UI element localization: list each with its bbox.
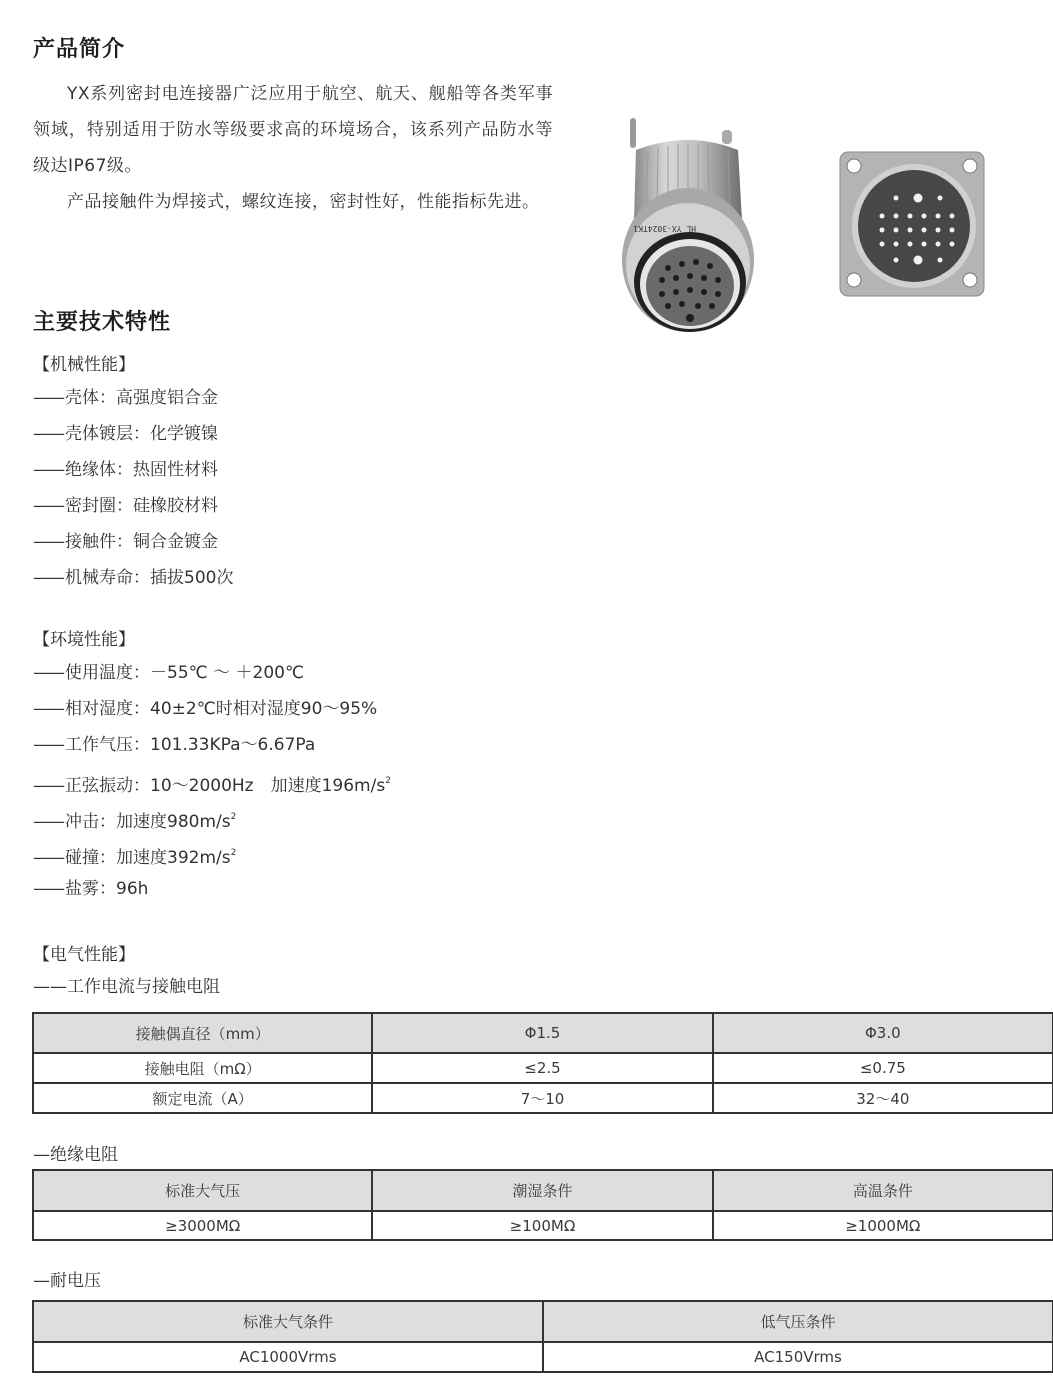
table-row xyxy=(33,1342,1053,1372)
table-cell: 接触电阻（mΩ） xyxy=(33,1053,372,1083)
table-cell: 接触偶直径（mm） xyxy=(33,1013,372,1053)
table-cell: ≤0.75 xyxy=(713,1053,1053,1083)
insulation-table xyxy=(32,1169,1053,1241)
current-resistance-table xyxy=(32,1012,1053,1114)
table-cell: 低气压条件 xyxy=(543,1301,1053,1342)
table-cell: Φ1.5 xyxy=(372,1013,712,1053)
intro-paragraph-1: YX系列密封电连接器广泛应用于航空、航天、舰船等各类军事领域，特别适用于防水等级要求高的环境场合，该系列产品防水等级达IP67级。 xyxy=(33,84,553,176)
table-cell: 额定电流（A） xyxy=(33,1083,372,1113)
table-cell: 标准大气压 xyxy=(33,1170,372,1211)
spec-item: —— 盐雾：96h xyxy=(33,879,149,899)
table-cell: Φ3.0 xyxy=(713,1013,1053,1053)
table-header-row xyxy=(33,1301,1053,1342)
table-cell: ≤2.5 xyxy=(372,1053,712,1083)
spec-item: —— 壳体镀层：化学镀镍 xyxy=(33,424,218,444)
mechanical-title: 【机械性能】 xyxy=(33,355,135,375)
insulation-title: —绝缘电阻 xyxy=(33,1145,118,1165)
spec-item: —— 相对湿度：40±2℃时相对湿度90～95% xyxy=(33,699,378,719)
table-cell: ≥1000MΩ xyxy=(713,1211,1053,1240)
intro-heading: 产品简介 xyxy=(33,37,126,62)
table-cell: ≥100MΩ xyxy=(372,1211,712,1240)
spec-item: —— 壳体：高强度铝合金 xyxy=(33,388,218,408)
table-row xyxy=(33,1083,1053,1113)
table-header-row xyxy=(33,1170,1053,1211)
table-header-row xyxy=(33,1013,1053,1053)
spec-item: —— 机械寿命：插拔500次 xyxy=(33,568,234,588)
table-cell: AC150Vrms xyxy=(543,1342,1053,1372)
plug-connector-image xyxy=(618,110,768,335)
table-cell: 潮湿条件 xyxy=(372,1170,712,1211)
spec-item: —— 冲击：加速度$980m/s^2$ xyxy=(33,812,237,832)
table-cell: 标准大气条件 xyxy=(33,1301,543,1342)
table-cell: ≥3000MΩ xyxy=(33,1211,372,1240)
table-cell: 高温条件 xyxy=(713,1170,1053,1211)
spec-item: —— 工作气压：101.33KPa～6.67Pa xyxy=(33,735,316,755)
table-row xyxy=(33,1053,1053,1083)
voltage-table xyxy=(32,1300,1053,1373)
spec-item: —— 使用温度：－55℃ ～ ＋200℃ xyxy=(33,663,305,683)
plug-label: HL YX-3024TK1 xyxy=(633,224,696,233)
spec-item: —— 碰撞：加速度$392m/s^2$ xyxy=(33,848,237,868)
specs-heading: 主要技术特性 xyxy=(33,310,172,335)
table-cell: 32～40 xyxy=(713,1083,1053,1113)
table-cell: 7～10 xyxy=(372,1083,712,1113)
socket-connector-image xyxy=(838,150,986,298)
spec-item: —— 密封圈：硅橡胶材料 xyxy=(33,496,218,516)
electrical-title: 【电气性能】 xyxy=(33,945,135,965)
spec-item: —— 正弦振动：10～2000Hz 加速度$196m/s^2$ xyxy=(33,776,391,796)
mechanical-list xyxy=(33,380,233,596)
environmental-title: 【环境性能】 xyxy=(33,630,135,650)
spec-item: —— 接触件：铜合金镀金 xyxy=(33,532,218,552)
spec-item: —— 绝缘体：热固性材料 xyxy=(33,460,218,480)
current-resistance-title: ——工作电流与接触电阻 xyxy=(33,977,220,997)
table-row xyxy=(33,1211,1053,1240)
table-cell: AC1000Vrms xyxy=(33,1342,543,1372)
intro-text xyxy=(33,76,553,220)
intro-paragraph-2: 产品接触件为焊接式，螺纹连接，密封性好，性能指标先进。 xyxy=(67,192,540,212)
environmental-list xyxy=(33,655,391,907)
voltage-title: —耐电压 xyxy=(33,1271,101,1291)
